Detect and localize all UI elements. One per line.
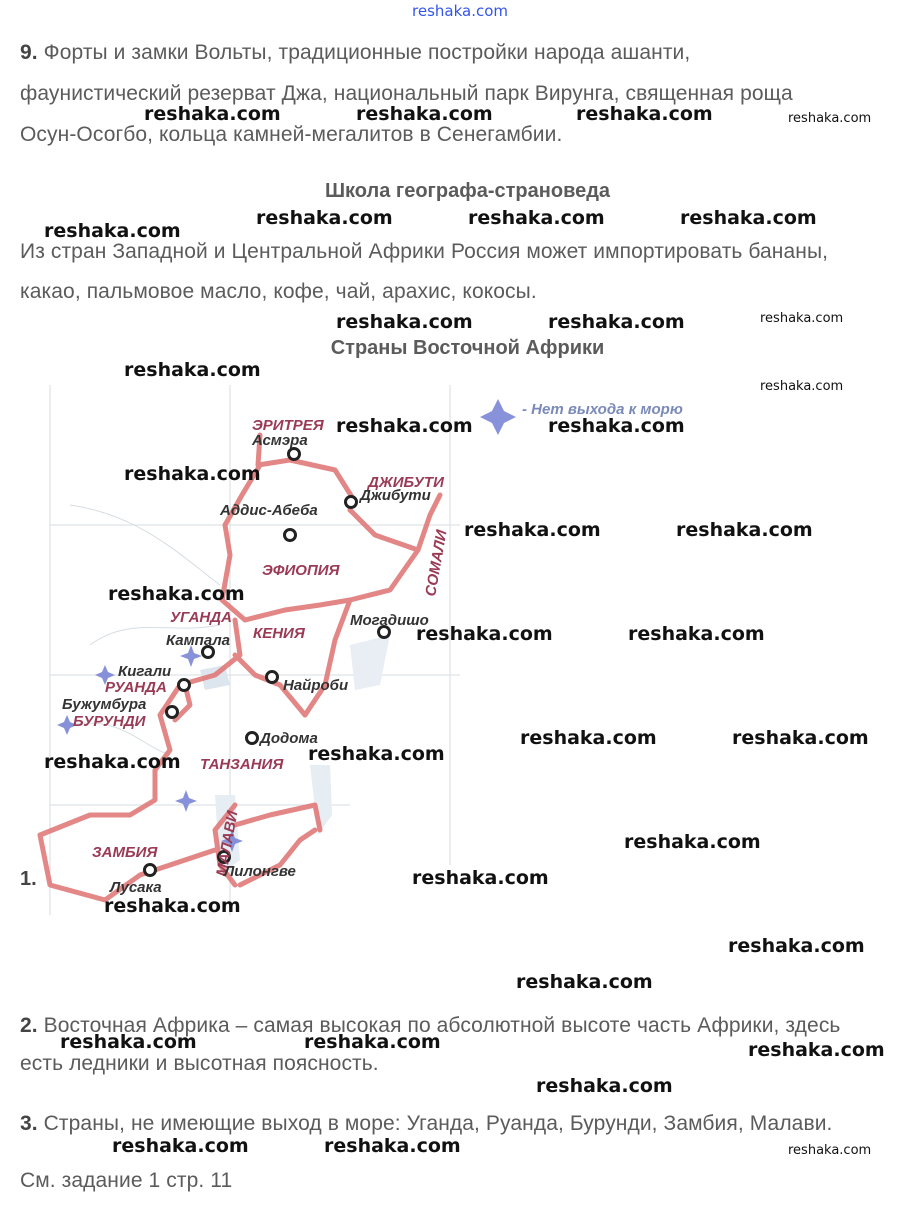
watermark: reshaka.com xyxy=(520,727,657,749)
label-somalia: СОМАЛИ xyxy=(422,528,451,598)
city-addis-ababa: Аддис-Абеба xyxy=(220,502,318,519)
watermark: reshaka.com xyxy=(728,935,865,957)
city-djibouti: Джибути xyxy=(360,487,431,504)
watermark: reshaka.com xyxy=(336,311,473,333)
item2-text-1: Восточная Африка – самая высокая по абсолютной высоте часть Африки, здесь xyxy=(43,1014,841,1037)
watermark: reshaka.com xyxy=(624,831,761,853)
watermark: reshaka.com xyxy=(732,727,869,749)
watermark-small: reshaka.com xyxy=(788,111,872,126)
city-dodoma: Додома xyxy=(260,730,318,747)
item3-text-1: Страны, не имеющие выход в море: Уганда, Руанда, Бурунди, Замбия, Малави. xyxy=(43,1112,833,1135)
label-burundi: БУРУНДИ xyxy=(73,713,146,730)
watermark: reshaka.com xyxy=(144,103,281,125)
label-kenya: КЕНИЯ xyxy=(253,625,305,642)
watermark: reshaka.com xyxy=(336,415,473,437)
para9-line1 xyxy=(20,32,690,73)
watermark: reshaka.com xyxy=(468,207,605,229)
watermark: reshaka.com xyxy=(676,519,813,541)
watermark: reshaka.com xyxy=(44,220,181,242)
watermark: reshaka.com xyxy=(628,623,765,645)
label-uganda: УГАНДА xyxy=(170,609,232,626)
watermark: reshaka.com xyxy=(124,359,261,381)
watermark: reshaka.com xyxy=(108,583,245,605)
watermark-small: reshaka.com xyxy=(788,1143,872,1158)
watermark: reshaka.com xyxy=(536,1075,673,1097)
watermark-small: reshaka.com xyxy=(760,311,844,326)
section1-line2: какао, пальмовое масло, кофе, чай, арахис, кокосы. xyxy=(20,280,537,303)
item1-number: 1. xyxy=(20,868,37,890)
para9-line3: Осун-Осогбо, кольца камней-мегалитов в Сенегамбии. xyxy=(20,123,563,146)
label-tanzania: ТАНЗАНИЯ xyxy=(200,756,284,773)
watermark: reshaka.com xyxy=(104,895,241,917)
watermark: reshaka.com xyxy=(124,463,261,485)
watermark: reshaka.com xyxy=(548,415,685,437)
label-malawi: МАЛАВИ xyxy=(213,809,242,878)
map-legend-text: - Нет выхода к морю xyxy=(522,401,683,418)
watermark: reshaka.com xyxy=(304,1031,441,1053)
watermark: reshaka.com xyxy=(464,519,601,541)
watermark: reshaka.com xyxy=(308,743,445,765)
watermark: reshaka.com xyxy=(516,971,653,993)
label-zambia: ЗАМБИЯ xyxy=(92,844,158,861)
label-rwanda: РУАНДА xyxy=(105,679,167,696)
city-nairobi: Найроби xyxy=(283,677,349,694)
city-mogadishu: Могадишо xyxy=(350,612,429,629)
watermark: reshaka.com xyxy=(416,623,553,645)
para9-line2: фаунистический резерват Джа, национальный парк Вирунга, священная роща xyxy=(20,82,793,105)
item3-line2: См. задание 1 стр. 11 xyxy=(20,1169,233,1192)
section1-line1: Из стран Западной и Центральной Африки Россия может импортировать бананы, xyxy=(20,240,829,263)
city-lilongwe: Лилонгве xyxy=(224,863,296,880)
label-eritrea: ЭРИТРЕЯ xyxy=(252,417,324,434)
watermark: reshaka.com xyxy=(412,867,549,889)
section-title-east-africa: Страны Восточной Африки xyxy=(330,337,605,359)
watermark: reshaka.com xyxy=(256,207,393,229)
watermark: reshaka.com xyxy=(112,1135,249,1157)
watermark: reshaka.com xyxy=(44,751,181,773)
watermark: reshaka.com xyxy=(324,1135,461,1157)
city-kigali: Кигали xyxy=(118,663,172,680)
site-watermark-top: reshaka.com xyxy=(412,2,508,20)
watermark: reshaka.com xyxy=(356,103,493,125)
item2-number: 2. xyxy=(20,1014,38,1037)
watermark-small: reshaka.com xyxy=(760,379,844,394)
city-asmara: Асмэра xyxy=(252,432,308,449)
para9-number: 9. xyxy=(20,41,38,64)
label-djibouti: ДЖИБУТИ xyxy=(368,474,444,491)
watermark: reshaka.com xyxy=(576,103,713,125)
watermark: reshaka.com xyxy=(680,207,817,229)
city-bujumbura: Бужумбура xyxy=(62,696,147,713)
watermark: reshaka.com xyxy=(548,311,685,333)
city-kampala: Кампала xyxy=(166,632,231,649)
section-title-geographer: Школа географа-страноведа xyxy=(324,180,611,202)
label-ethiopia: ЭФИОПИЯ xyxy=(262,562,340,579)
watermark: reshaka.com xyxy=(60,1031,197,1053)
watermark: reshaka.com xyxy=(748,1039,885,1061)
city-lusaka: Лусака xyxy=(110,879,162,896)
para9-text-1: Форты и замки Вольты, традиционные постройки народа ашанти, xyxy=(43,41,691,64)
item2-line2: есть ледники и высотная поясность. xyxy=(20,1052,379,1075)
item3-number: 3. xyxy=(20,1112,38,1135)
